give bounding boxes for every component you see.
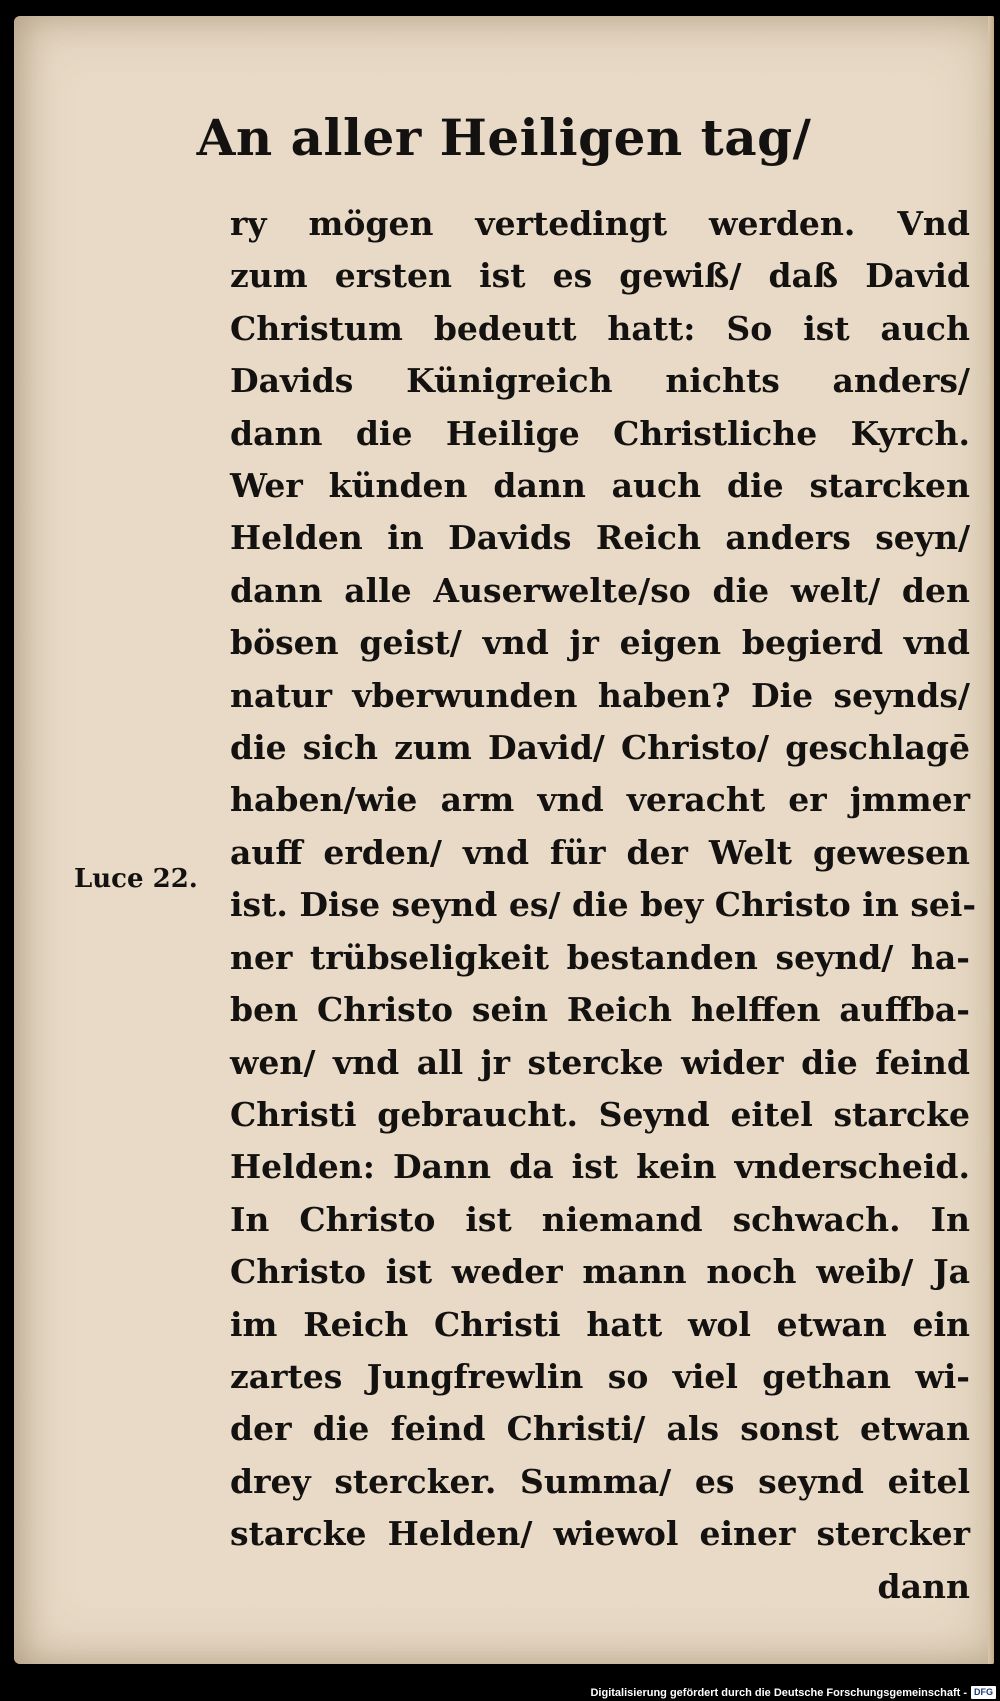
body-text — [230, 198, 977, 1613]
text-line: Christum bedeutt hatt: So ist auch — [230, 308, 970, 348]
credit-text: Digitalisierung gefördert durch die Deutsche Forschungsgemeinschaft - — [590, 1686, 967, 1699]
text-line: auff erden/ vnd für der Welt gewesen — [230, 832, 970, 872]
text-line: bösen geist/ vnd jr eigen begierd vnd — [230, 623, 970, 663]
page-heading: An aller Heiligen tag/ — [196, 108, 812, 167]
text-line: Helden in Davids Reich anders seyn/ — [230, 518, 970, 558]
text-line: In Christo ist niemand schwach. In — [230, 1199, 970, 1239]
text-line: natur vberwunden haben? Die seynds/ — [230, 675, 970, 715]
text-line: die sich zum David/ Christo/ geschlagē — [230, 728, 970, 768]
text-line: starcke Helden/ wiewol einer stercker — [230, 1514, 970, 1554]
text-line: haben/wie arm vnd veracht er jmmer — [230, 780, 970, 820]
text-line: ry mögen vertedingt werden. Vnd — [230, 204, 970, 243]
text-line: Wer künden dann auch die starcken — [230, 466, 970, 506]
text-line: dann alle Auserwelte/so die welt/ den — [230, 570, 970, 610]
dfg-logo: DFG — [971, 1686, 996, 1699]
text-line: ner trübseligkeit bestanden seynd/ ha- — [230, 937, 970, 977]
text-line: Christo ist weder mann noch weib/ Ja — [230, 1252, 970, 1292]
text-line: Helden: Dann da ist kein vnderscheid. — [230, 1147, 970, 1187]
text-line: Davids Künigreich nichts anders/ — [230, 361, 970, 401]
text-line: wen/ vnd all jr stercke wider die feind — [230, 1042, 970, 1082]
catchword: dann — [877, 1566, 970, 1606]
text-line: drey stercker. Summa/ es seynd eitel — [230, 1461, 970, 1501]
text-line: ist. Dise seynd es/ die bey Christo in sei- — [230, 885, 977, 925]
margin-note: Luce 22. — [74, 864, 198, 894]
digitization-credit — [590, 1686, 996, 1699]
book-page — [14, 16, 994, 1664]
text-line: Christi gebraucht. Seynd eitel starcke — [230, 1094, 970, 1134]
page-edge — [988, 16, 994, 1664]
text-line: dann die Heilige Christliche Kyrch. — [230, 413, 970, 453]
text-line: im Reich Christi hatt wol etwan ein — [230, 1304, 970, 1344]
text-line: der die feind Christi/ als sonst etwan — [230, 1409, 970, 1449]
text-line: ben Christo sein Reich helffen auffba- — [230, 990, 970, 1030]
text-line: zum ersten ist es gewiß/ daß David — [230, 256, 970, 296]
text-line: zartes Jungfrewlin so viel gethan wi- — [230, 1356, 970, 1396]
